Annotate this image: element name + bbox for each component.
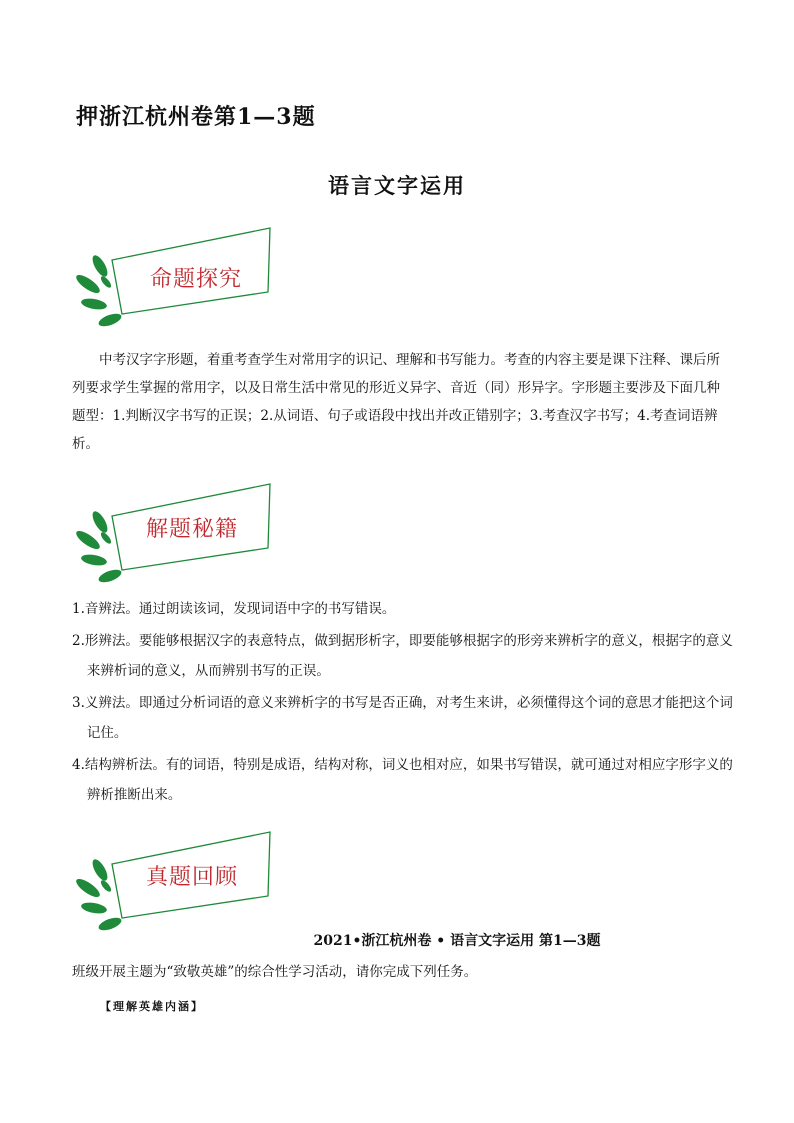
document-title: 押浙江杭州卷第1—3题 [76,104,316,130]
section-title-research: 命题探究 [150,267,243,292]
method-item: 4.结构辨析法。有的词语，特别是成语，结构对称，词义也相对应，如果书写错误，就可通过对相应字形字义的辨析推断出来。 [72,757,733,803]
section-banner-secrets [72,478,282,598]
section-title-review: 真题回顾 [146,865,239,890]
method-item: 2.形辨法。要能够根据汉字的表意特点，做到据形析字，即要能够根据字的形旁来辨析字的意义，根据字的意义来辨析词的意义，从而辨别书写的正误。 [72,633,733,679]
exam-heading: 2021•浙江杭州卷 • 语言文字运用 第1—3题 [313,933,601,949]
section-title-secrets: 解题秘籍 [146,517,239,542]
method-item: 1.音辨法。通过朗读该词，发现词语中字的书写错误。 [72,601,396,617]
intro-paragraph: 中考汉字字形题，着重考查学生对常用字的识记、理解和书写能力。考查的内容主要是课下注释、课后所列要求学生掌握的常用字，以及日常生活中常见的形近义异字、音近（同）形异字。字形题主要涉及下面几种题型：1.判断汉字书写的正误；2.从词语、句子或语段中找出并改正错别字；3.考查汉字书写；4.考查词语辨析。 [72,352,720,452]
section-banner-review [72,826,282,946]
task-text: 班级开展主题为“致敬英雄”的综合性学习活动，请你完成下列任务。 [72,964,478,980]
bracket-label: 【理解英雄内涵】 [100,1000,204,1013]
method-item: 3.义辨法。即通过分析词语的意义来辨析字的书写是否正确，对考生来讲，必须懂得这个词的意思才能把这个词记住。 [72,695,733,741]
section-banner-research [72,222,282,342]
document-subtitle: 语言文字运用 [328,173,466,198]
